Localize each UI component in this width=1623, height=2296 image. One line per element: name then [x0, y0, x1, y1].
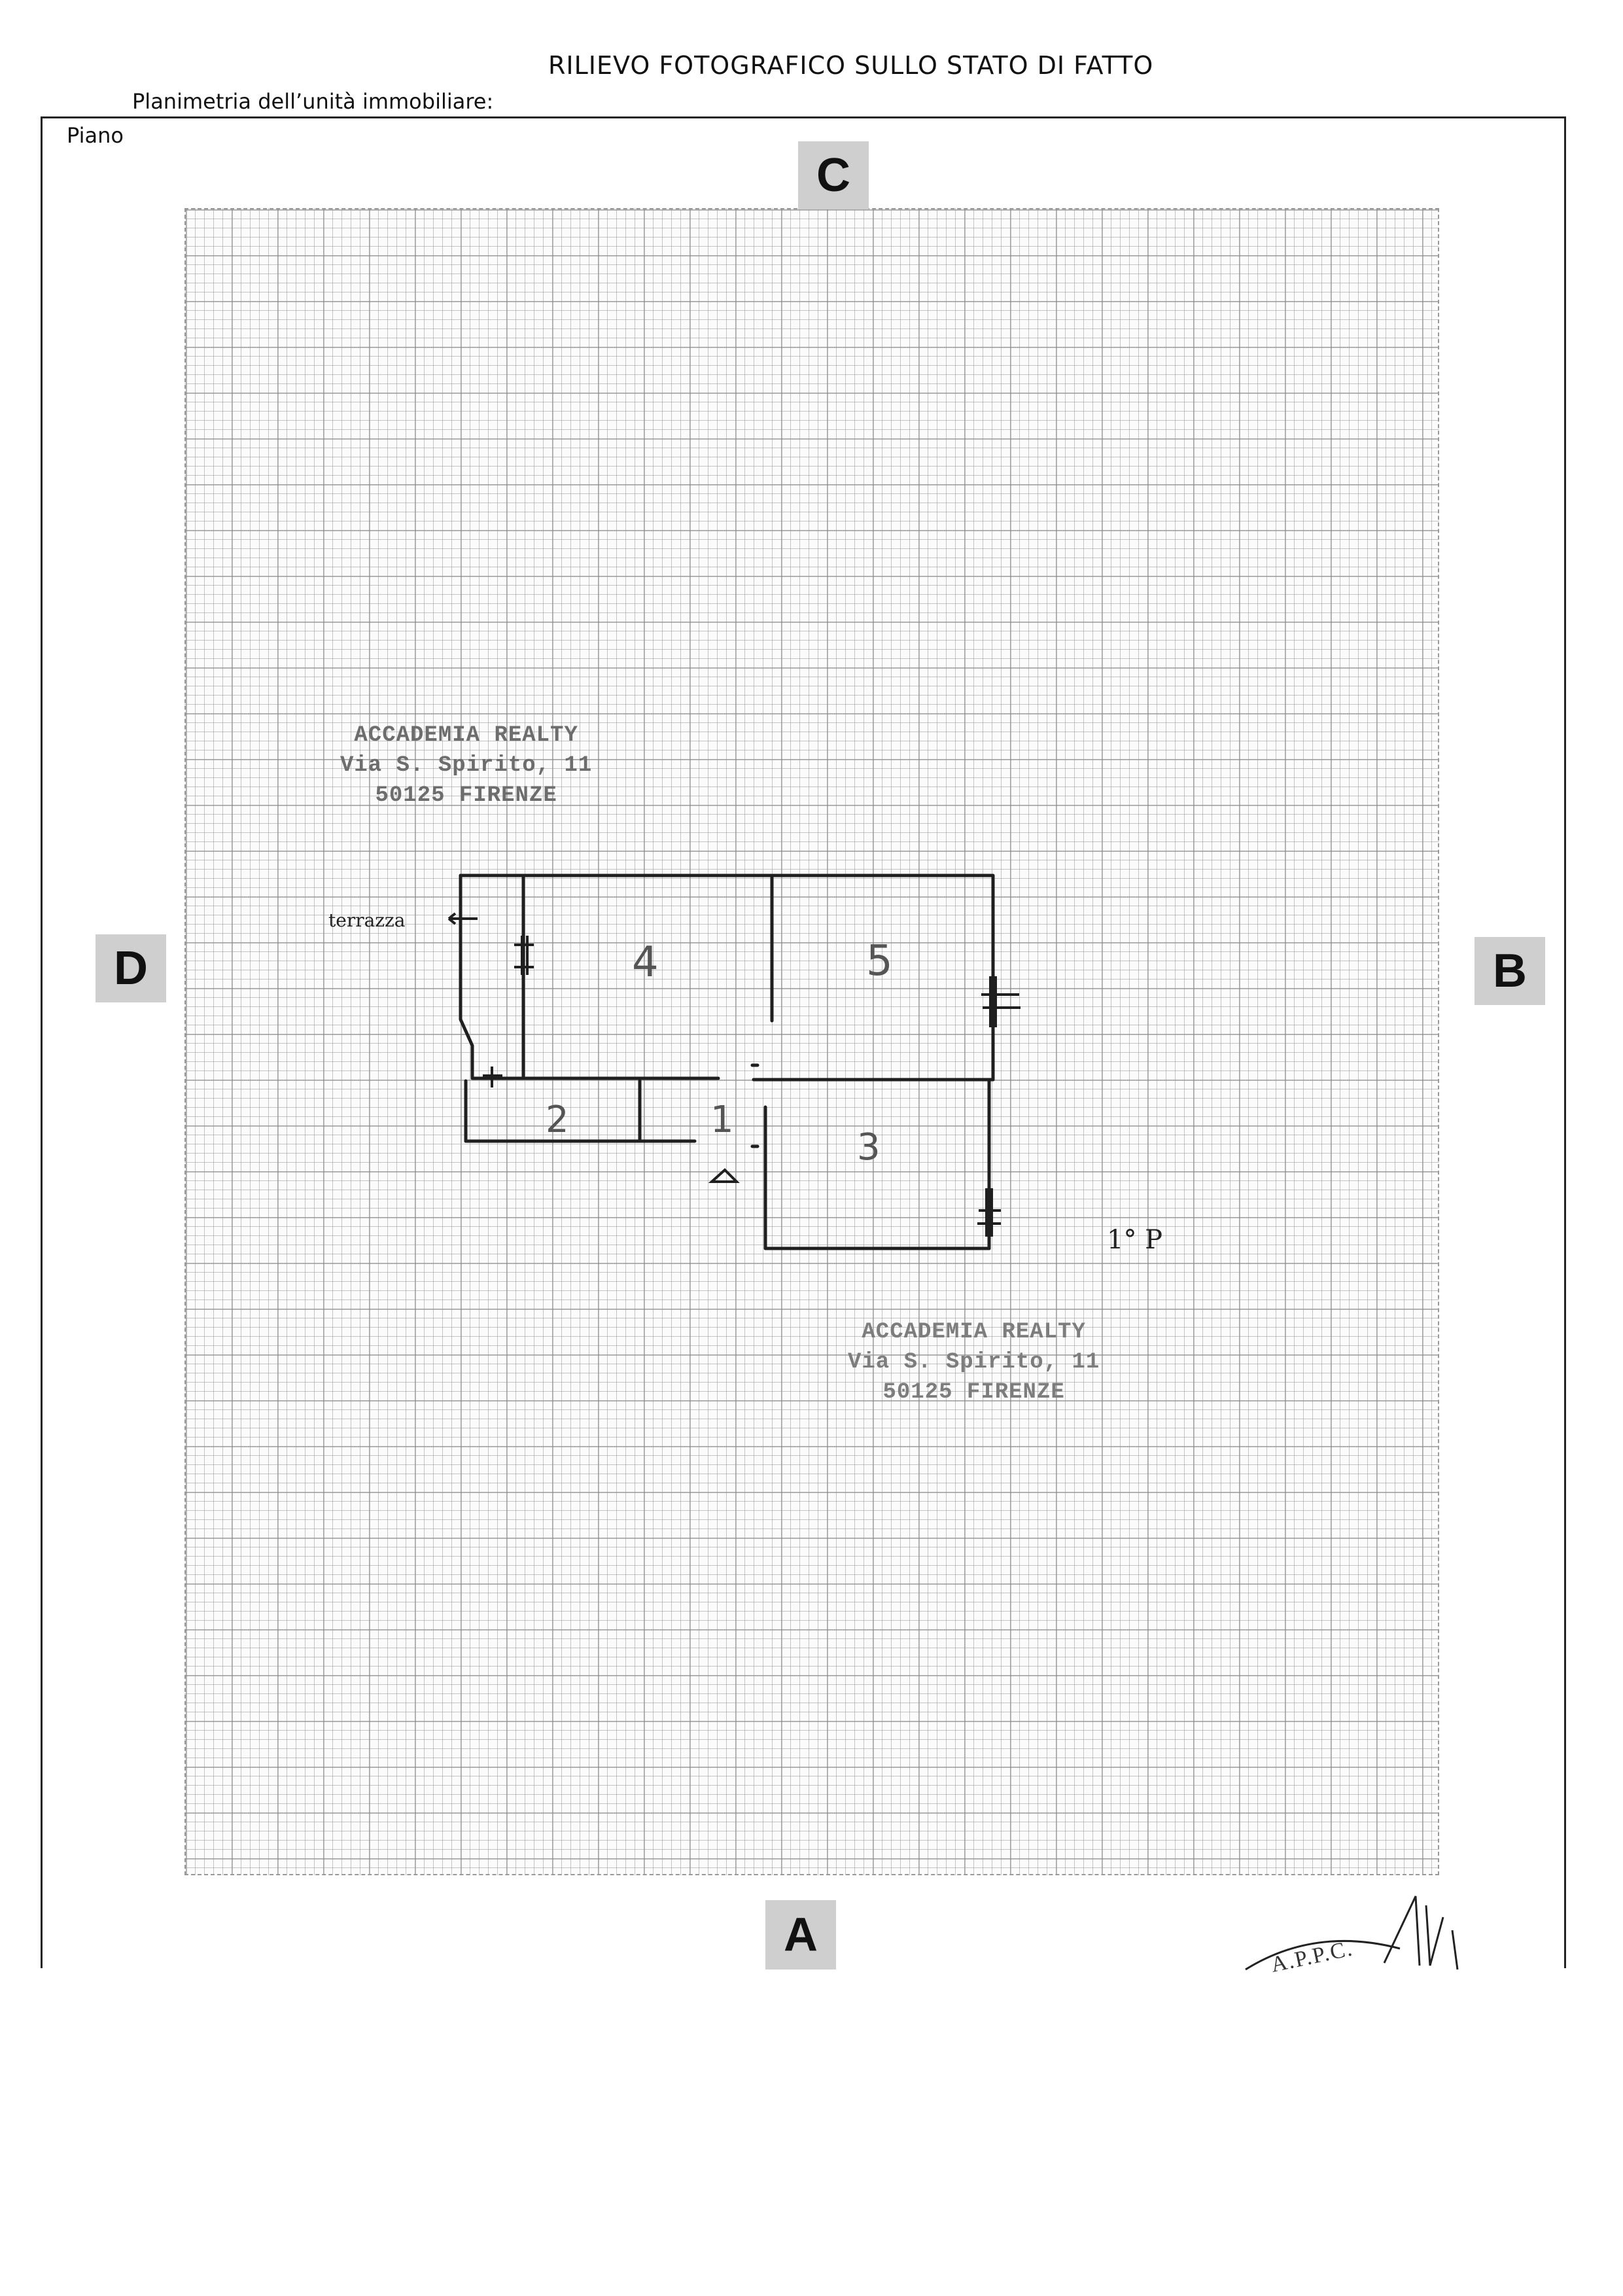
room-label-5: 5 [866, 937, 893, 985]
stamp-line-address: Via S. Spirito, 11 [340, 752, 593, 778]
floor-label: Piano [67, 123, 124, 148]
stamp-line-city: 50125 FIRENZE [375, 783, 557, 808]
plan-wall-outer-left [461, 875, 472, 1077]
entrance-triangle [712, 1170, 737, 1182]
plan-wall-outer-top [461, 875, 993, 1080]
compass-south-label: A [765, 1900, 836, 1969]
stamp-line-name: ACCADEMIA REALTY [354, 723, 578, 748]
compass-east-label: B [1475, 937, 1545, 1005]
door-symbol [483, 1067, 502, 1087]
door-symbol [981, 976, 1021, 1027]
room-label-1: 1 [710, 1099, 734, 1141]
room-label-2: 2 [546, 1099, 569, 1141]
stamp-line-city: 50125 FIRENZE [882, 1379, 1065, 1405]
stamp-line-name: ACCADEMIA REALTY [862, 1320, 1086, 1345]
compass-west-label: D [96, 934, 166, 1002]
floor-note: 1° P [1107, 1225, 1163, 1255]
page-title: RILIEVO FOTOGRAFICO SULLO STATO DI FATTO [548, 51, 1154, 80]
compass-north-label: C [798, 141, 869, 209]
stamp-line-address: Via S. Spirito, 11 [848, 1349, 1100, 1375]
seal-text: A.P.P.C. [1268, 1936, 1355, 1977]
terrace-note: terrazza [328, 910, 406, 931]
room-label-4: 4 [632, 938, 659, 987]
signature-mark [1384, 1896, 1457, 1969]
room-label-3: 3 [857, 1126, 881, 1169]
terrace-arrow [449, 913, 478, 924]
plan-subtitle: Planimetria dell’unità immobiliare: [132, 89, 494, 114]
